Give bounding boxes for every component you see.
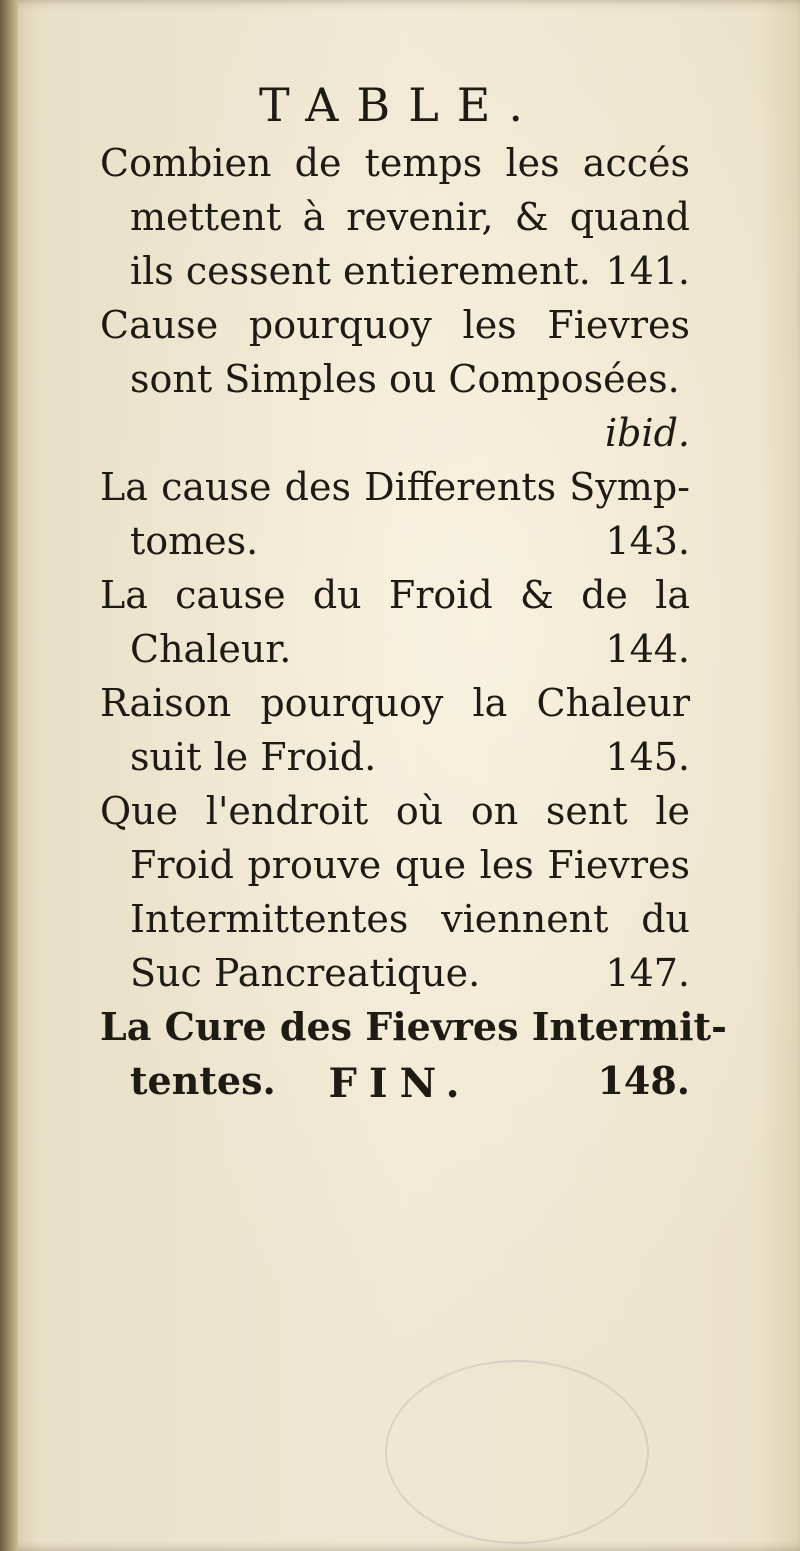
- toc-entry-line: Combien de temps les accés: [100, 141, 690, 185]
- toc-entry-line: La Cure des Fievres Intermit-: [100, 1004, 727, 1049]
- toc-entry-line: mettent à revenir, & quand: [130, 195, 690, 239]
- toc-entry-line: Intermittentes viennent du: [130, 897, 690, 941]
- toc-page-number: 148.: [597, 1058, 690, 1103]
- toc-entry-line-last: [100, 622, 690, 676]
- toc-entry-line: Froid prouve que les Fievres: [130, 843, 690, 887]
- toc-page-number: 141.: [605, 249, 690, 293]
- toc-entry-text: ils cessent entierement.: [130, 249, 591, 293]
- library-stamp: [385, 1360, 649, 1544]
- toc-entry: [100, 568, 690, 676]
- table-of-contents: [100, 136, 727, 1108]
- toc-entry-line: La cause des Differents Symp-: [100, 465, 690, 509]
- book-binding: [0, 0, 18, 1551]
- toc-entry-line: Raison pourquoy la Chaleur: [100, 681, 690, 725]
- end-mark: FIN.: [328, 1060, 472, 1107]
- toc-entry-line-last: [100, 244, 690, 298]
- toc-entry: [100, 676, 690, 784]
- toc-entry: [100, 784, 690, 1000]
- toc-entry-text: tomes.: [130, 519, 259, 563]
- toc-entry-text: Chaleur.: [130, 627, 292, 671]
- toc-entry-line-last: [100, 514, 690, 568]
- toc-entry-line: sont Simples ou Composées.: [130, 357, 680, 401]
- toc-entry-line-last: [100, 730, 690, 784]
- toc-entry-line-last: [100, 946, 690, 1000]
- toc-entry: [100, 298, 690, 460]
- toc-page-number: 144.: [605, 627, 690, 671]
- toc-entry-line: Que l'endroit où on sent le: [100, 789, 690, 833]
- toc-entry-line: La cause du Froid & de la: [100, 573, 690, 617]
- toc-entry-text: Suc Pancreatique.: [130, 951, 481, 995]
- page-title: TABLE.: [259, 78, 541, 132]
- toc-entry-text: suit le Froid.: [130, 735, 377, 779]
- toc-entry-line: Cause pourquoy les Fievres: [100, 303, 690, 347]
- toc-entry: [100, 136, 690, 298]
- toc-entry: [100, 460, 690, 568]
- toc-page-number: 147.: [605, 951, 690, 995]
- toc-page-number: 143.: [605, 519, 690, 563]
- toc-page-number: ibid.: [604, 411, 690, 455]
- toc-entry-text: tentes.: [130, 1058, 276, 1103]
- toc-page-number: 145.: [605, 735, 690, 779]
